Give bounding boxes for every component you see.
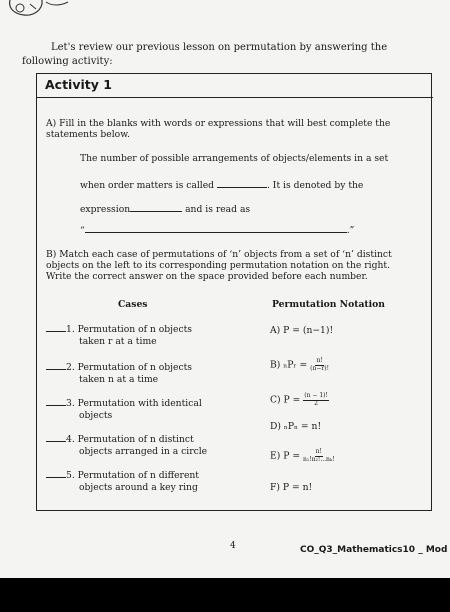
part-b-line-2: objects on the left to its corresponding permutation notation on the right. (46, 260, 390, 271)
case-3 (46, 397, 202, 421)
intro-text (22, 41, 446, 69)
activity-title-bar (37, 74, 433, 98)
column-header-notation: Permutation Notation (272, 299, 385, 310)
intro-line-1: Let's review our previous lesson on permutation by answering the (51, 42, 388, 53)
corner-illustration (2, 0, 72, 24)
case-5-line-1: 5. Permutation of n different (66, 470, 199, 481)
notation-b (270, 358, 329, 372)
part-a-line-2: statements below. (46, 129, 130, 140)
bottom-black-bar (0, 578, 450, 612)
part-b-line-3: Write the correct answer on the space provided before each number. (46, 271, 368, 282)
case-4 (46, 433, 207, 457)
notation-e-fraction (303, 449, 335, 463)
statement-1: The number of possible arrangements of objects/elements in a set (80, 153, 389, 164)
column-header-cases: Cases (118, 299, 148, 310)
notation-e-label: E) (270, 450, 281, 462)
case-1-line-2: taken r at a time (79, 335, 157, 347)
blank-expression[interactable] (130, 203, 182, 212)
notation-d: D) ₙPₙ = n! (270, 421, 322, 432)
case-2-line-2: taken n at a time (79, 373, 159, 385)
statement-2-start: when order matters is called (80, 180, 215, 191)
part-a-line-1: A) Fill in the blanks with words or expressions that will best complete the (46, 118, 391, 129)
answer-blank-5[interactable] (46, 469, 66, 478)
case-4-line-2: objects arranged in a circle (79, 445, 208, 457)
page-number: 4 (230, 541, 236, 551)
notation-c-lhs: P = (283, 394, 301, 406)
notation-c-fraction (303, 393, 329, 407)
case-3-line-2: objects (79, 409, 113, 421)
notation-b-label: B) (270, 359, 281, 371)
case-4-line-1: 4. Permutation of n distinct (66, 434, 194, 445)
notation-b-numerator: n! (316, 357, 323, 364)
answer-blank-2[interactable] (46, 361, 66, 370)
intro-line-2: following activity: (22, 56, 113, 67)
notation-f: F) P = n! (270, 482, 313, 493)
statement-2-end: . It is denoted by the (266, 180, 364, 191)
notation-c-numerator: (n − 1)! (304, 392, 328, 399)
statement-3 (80, 203, 250, 216)
notation-b-lhs: ₙPᵣ = (283, 359, 308, 371)
statement-4 (80, 224, 354, 237)
notation-e (270, 449, 335, 463)
answer-blank-1[interactable] (46, 323, 66, 332)
blank-called[interactable] (217, 179, 267, 188)
case-5-line-2: objects around a key ring (79, 481, 198, 493)
answer-blank-4[interactable] (46, 433, 66, 442)
open-quote: “ (80, 225, 85, 236)
case-2 (46, 361, 192, 385)
close-quote: .” (346, 225, 355, 236)
part-b-line-1: B) Match each case of permutations of ‘n’ objects from a set of ‘n’ distinct (46, 249, 392, 260)
case-5 (46, 469, 199, 493)
statement-2 (80, 179, 363, 192)
statement-3-start: expression (80, 204, 131, 215)
activity-title: Activity 1 (45, 77, 112, 92)
notation-e-denominator: n₁!n₂!...nₖ! (302, 455, 335, 463)
blank-read-as[interactable] (85, 224, 347, 233)
notation-c (270, 393, 329, 407)
answer-blank-3[interactable] (46, 397, 66, 406)
notation-c-denominator: 2 (314, 399, 318, 407)
case-3-line-1: 3. Permutation with identical (66, 398, 202, 409)
notation-c-label: C) (270, 394, 281, 406)
notation-b-denominator: (n−r)! (310, 364, 330, 372)
statement-3-end: and is read as (185, 204, 251, 215)
case-1 (46, 323, 192, 347)
notation-e-numerator: n! (315, 448, 322, 455)
case-1-line-1: 1. Permutation of n objects (66, 324, 193, 335)
module-code: CO_Q3_Mathematics10 _ Mod (300, 545, 448, 555)
notation-e-lhs: P = (283, 450, 301, 462)
notation-a: A) P = (n−1)! (270, 325, 334, 336)
case-2-line-1: 2. Permutation of n objects (66, 362, 193, 373)
notation-b-fraction (310, 358, 329, 372)
